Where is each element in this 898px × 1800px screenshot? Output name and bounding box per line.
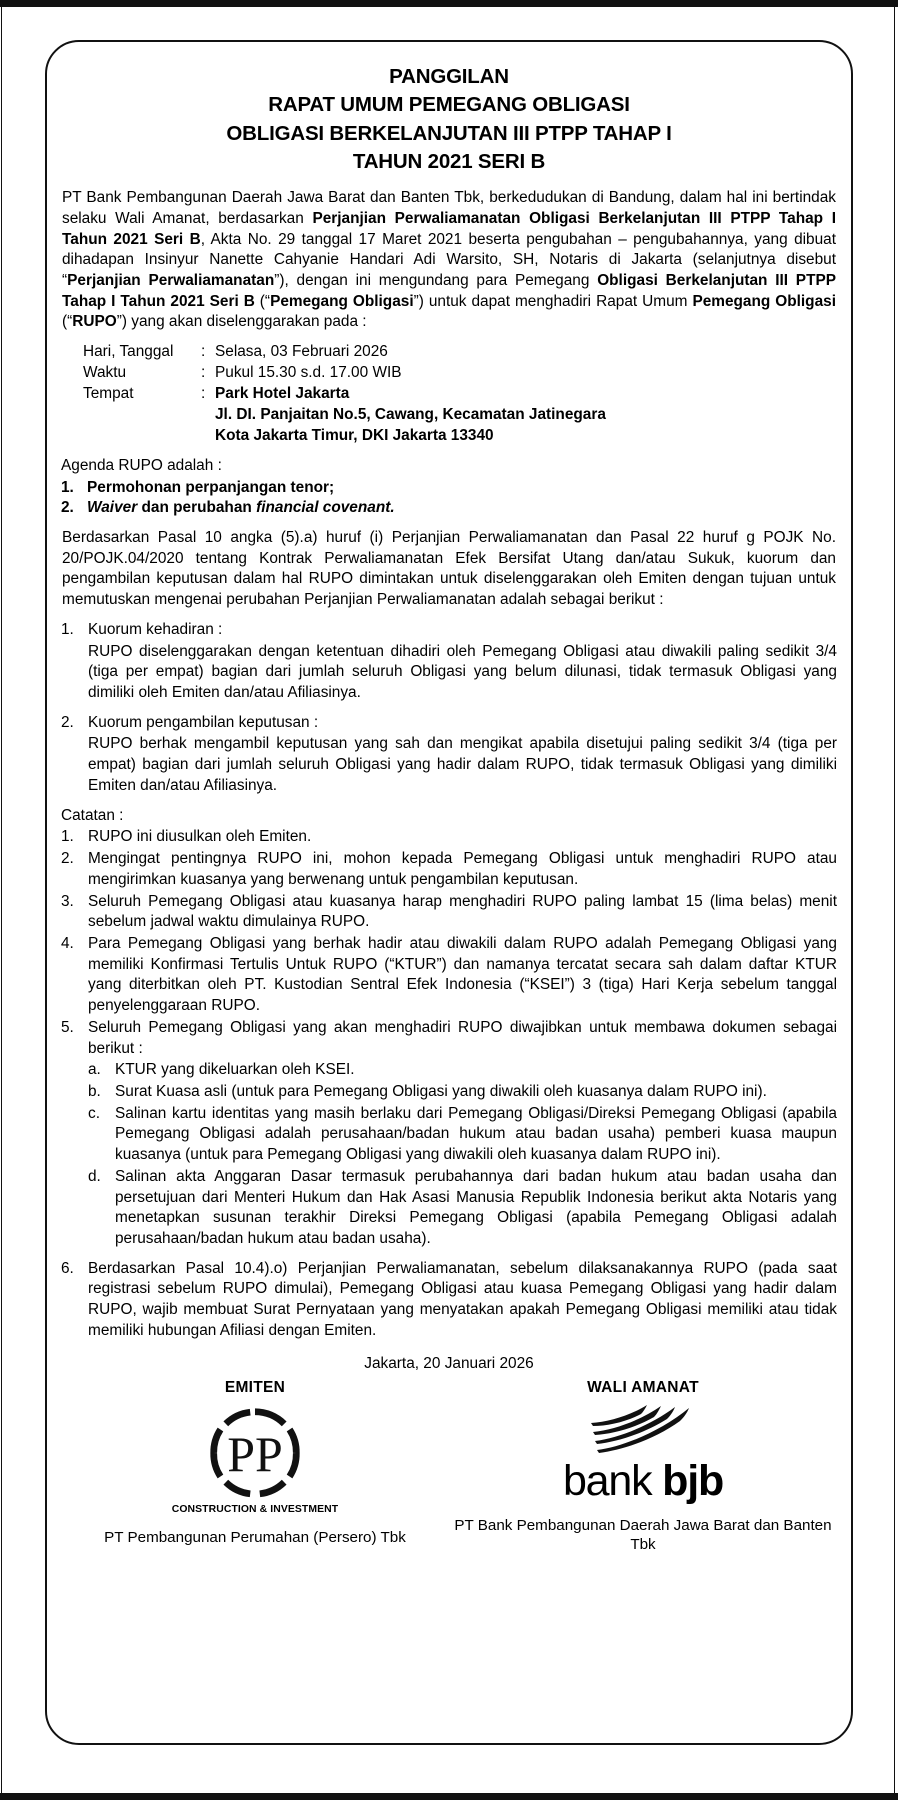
notes-item-text: Mengingat pentingnya RUPO ini, mohon kepada Pemegang Obligasi untuk menghadiri RUPO atau mengirimkan kuasanya yang berwenang untuk pengambilan keputusan. <box>88 850 837 888</box>
meeting-day-colon: : <box>201 343 206 361</box>
quorum-item-title: Kuorum pengambilan keputusan : <box>88 713 319 731</box>
meeting-time-colon: : <box>201 364 206 382</box>
wali-amanat-heading: WALI AMANAT <box>587 1378 699 1396</box>
emiten-heading: EMITEN <box>224 1378 286 1396</box>
document-item-marker: d. <box>88 1167 101 1185</box>
wali-amanat-company-line-1: PT Bank Pembangunan Daerah Jawa Barat <box>454 1516 750 1534</box>
notes-item-text: Berdasarkan Pasal 10.4).o) Perjanjian Perwaliamanatan, sebelum dilaksanakannya RUPO (pada saat registrasi sebelum RUPO dimulai), Pemegang Obligasi atau kuasa Pemegang Obligasi yang hadir dalam RUPO, wajib membuat Surat Pernyataan yang menyatakan apakah Pemegang Obligasi memiliki atau tidak memiliki hubungan Afiliasi dengan Emiten. <box>88 1259 837 1339</box>
document-item-text: Surat Kuasa asli (untuk para Pemegang Obligasi yang diwakili oleh kuasanya dalam RUPO ini). <box>115 1082 767 1100</box>
agenda-item <box>61 478 837 499</box>
notes-item-text: Para Pemegang Obligasi yang berhak hadir atau diwakili dalam RUPO adalah Pemegang Obligasi yang memiliki Konfirmasi Tertulis Untuk RUPO (“KTUR”) dan namanya tercatat secara sah dalam daftar KTUR yang diterbitkan oleh PT. Kustodian Sentral Efek Indonesia (“KSEI”) 3 (tiga) Hari Kerja sebelum tanggal penyelenggaraan RUPO. <box>88 934 837 1015</box>
notes-item <box>61 827 837 848</box>
emiten-company-name: PT Pembangunan Perumahan (Persero) Tbk <box>104 1528 406 1546</box>
signature-wali-amanat <box>449 1379 837 1556</box>
notes-item-marker: 1. <box>61 828 74 846</box>
place-and-date: Jakarta, 20 Januari 2026 <box>364 1354 534 1372</box>
document-item-text: Salinan akta Anggaran Dasar termasuk perubahannya dari badan hukum atau badan usaha dan persetujuan dari Menteri Hukum dan Hak Asasi Manusia Republik Indonesia berikut akta Notaris yang menetapkan susunan terakhir Direksi Pemegang Obligasi (apabila Pemegang Obligasi adalah perusahaan/badan hukum atau badan usaha). <box>115 1167 837 1247</box>
signature-emiten <box>61 1379 449 1556</box>
page-title <box>61 63 837 176</box>
quorum-item-heading <box>61 620 837 641</box>
signature-area <box>61 1379 837 1556</box>
bjb-swoosh-icon <box>583 1405 703 1457</box>
document-item-text: KTUR yang dikeluarkan oleh KSEI. <box>115 1061 355 1079</box>
notes-item-text: RUPO ini diusulkan oleh Emiten. <box>88 828 312 846</box>
agenda-item-marker: 2. <box>61 499 74 517</box>
title-line-2: RAPAT UMUM PEMEGANG OBLIGASI <box>268 93 630 117</box>
wali-amanat-company-line-2: dan Banten Tbk <box>630 1516 832 1554</box>
legal-basis-paragraph: Berdasarkan Pasal 10 angka (5).a) huruf (i) Perjanjian Perwaliamanatan dan Pasal 22 huruf g POJK No. 20/POJK.04/2020 tentang Kontrak Perwaliamanatan Efek Bersifat Utang dan/atau Sukuk, kuorum dan pengambilan keputusan dalam hal RUPO dimintakan untuk diselenggarakan oleh Emiten dengan tujuan untuk memutuskan mengenai perubahan Perjanjian Perwaliamanatan adalah sebagai berikut : <box>62 529 836 609</box>
meeting-address-line-2: Jl. DI. Panjaitan No.5, Cawang, Kecamatan Jatinegara <box>215 405 606 423</box>
meeting-time-value: Pukul 15.30 s.d. 17.00 WIB <box>215 364 402 382</box>
agenda-heading: Agenda RUPO adalah : <box>61 456 222 474</box>
title-line-1: PANGGILAN <box>389 65 509 88</box>
notes-item-text: Seluruh Pemegang Obligasi yang akan menghadiri RUPO diwajibkan untuk membawa dokumen sebagai berikut : <box>88 1018 837 1057</box>
ptpp-logo <box>207 1405 303 1501</box>
meeting-place-row <box>83 384 837 405</box>
required-documents-list <box>61 1060 837 1249</box>
svg-text:PP: PP <box>227 1426 283 1482</box>
ptpp-logo-caption: CONSTRUCTION & INVESTMENT <box>171 1503 339 1515</box>
notes-list <box>61 827 837 1341</box>
notes-item-marker: 4. <box>61 934 74 952</box>
title-line-3: OBLIGASI BERKELANJUTAN III PTPP TAHAP I <box>226 121 672 145</box>
notes-item-marker: 2. <box>61 850 74 868</box>
quorum-item-body: RUPO berhak mengambil keputusan yang sah dan mengikat apabila disetujui paling sedikit 3/4 (tiga per empat) bagian dari jumlah seluruh Obligasi yang hadir dalam RUPO, tidak termasuk Obligasi yang dimiliki Emiten dan/atau Afiliasinya. <box>88 735 837 794</box>
bjb-word-bjb: bjb <box>662 1456 724 1505</box>
notes-heading: Catatan : <box>61 806 124 824</box>
meeting-address-line-3: Kota Jakarta Timur, DKI Jakarta 13340 <box>215 426 494 444</box>
meeting-day-label: Hari, Tanggal <box>83 343 174 361</box>
document-item <box>88 1167 837 1250</box>
quorum-item-marker: 1. <box>61 620 74 638</box>
meeting-place-label: Tempat <box>83 385 134 403</box>
meeting-details <box>61 342 837 447</box>
meeting-day-value: Selasa, 03 Februari 2026 <box>215 343 388 361</box>
notes-item <box>61 849 837 890</box>
bankbjb-logo <box>518 1405 768 1503</box>
bjb-word-bank: bank <box>562 1456 652 1505</box>
notes-item <box>61 1018 837 1059</box>
agenda-item-label: Waiver dan perubahan financial covenant. <box>87 499 395 517</box>
agenda-item <box>61 498 837 519</box>
notes-item-marker: 6. <box>61 1259 74 1277</box>
quorum-item-heading <box>61 713 837 734</box>
notice-announcement-box <box>45 40 853 1745</box>
agenda-item-marker: 1. <box>61 478 74 496</box>
notes-item <box>61 892 837 933</box>
document-item <box>88 1104 837 1166</box>
quorum-list <box>61 620 837 797</box>
document-item <box>88 1060 837 1081</box>
notes-item-marker: 5. <box>61 1018 74 1036</box>
quorum-item-body: RUPO diselenggarakan dengan ketentuan dihadiri oleh Pemegang Obligasi atau diwakili paling sedikit 3/4 (tiga per empat) bagian dari jumlah seluruh Obligasi yang belum dilunasi, tidak termasuk Obligasi yang dimiliki oleh Emiten dan/atau Afiliasinya. <box>88 642 837 702</box>
notes-item-text: Seluruh Pemegang Obligasi atau kuasanya harap menghadiri RUPO paling lambat 15 (lima belas) menit sebelum jadwal waktu dimulainya RUPO. <box>88 892 837 931</box>
meeting-place-value: Park Hotel Jakarta <box>215 385 350 403</box>
notes-item-marker: 3. <box>61 892 74 910</box>
agenda-item-label: Permohonan perpanjangan tenor; <box>87 478 335 496</box>
meeting-time-row <box>83 363 837 384</box>
quorum-item-marker: 2. <box>61 713 74 731</box>
meeting-time-label: Waktu <box>83 364 127 382</box>
bankbjb-wordmark <box>518 1456 768 1505</box>
meeting-place-colon: : <box>201 385 206 403</box>
document-item-marker: b. <box>88 1082 101 1100</box>
page-bottom-rule <box>0 1793 898 1800</box>
document-item <box>88 1082 837 1103</box>
wali-amanat-company-name <box>449 1516 837 1556</box>
quorum-item-title: Kuorum kehadiran : <box>88 620 223 638</box>
document-item-text: Salinan kartu identitas yang masih berlaku dari Pemegang Obligasi/Direksi Pemegang Obligasi (apabila Pemegang Obligasi adalah perusahaan/badan hukum atau badan usaha) pemberi kuasa maupun kuasanya (untuk para Pemegang Obligasi yang diwakili oleh kuasanya dalam RUPO ini). <box>115 1104 837 1164</box>
notes-item <box>61 934 837 1017</box>
meeting-day-row <box>83 342 837 363</box>
notes-item <box>61 1259 837 1342</box>
agenda-list <box>61 478 837 519</box>
document-item-marker: a. <box>88 1061 101 1079</box>
document-item-marker: c. <box>88 1104 100 1122</box>
title-line-4: TAHUN 2021 SERI B <box>352 149 546 173</box>
page-top-rule <box>0 0 898 7</box>
intro-paragraph: PT Bank Pembangunan Daerah Jawa Barat dan Banten Tbk, berkedudukan di Bandung, dalam hal ini bertindak selaku Wali Amanat, berdasarkan Perjanjian Perwaliamanatan Obligasi Berkelanjutan III PTPP Tahap I Tahun 2021 Seri B, Akta No. 29 tanggal 17 Maret 2021 beserta pengubahan – pengubahannya, yang dibuat dihadapan Insinyur Nanette Cahyanie Handari Adi Warsito, SH, Notaris di Jakarta (selanjutnya disebut “Perjanjian Perwaliamanatan”), dengan ini mengundang para Pemegang Obligasi Berkelanjutan III PTPP Tahap I Tahun 2021 Seri B (“Pemegang Obligasi”) untuk dapat menghadiri Rapat Umum Pemegang Obligasi (“RUPO”) yang akan diselenggarakan pada : <box>62 189 837 331</box>
